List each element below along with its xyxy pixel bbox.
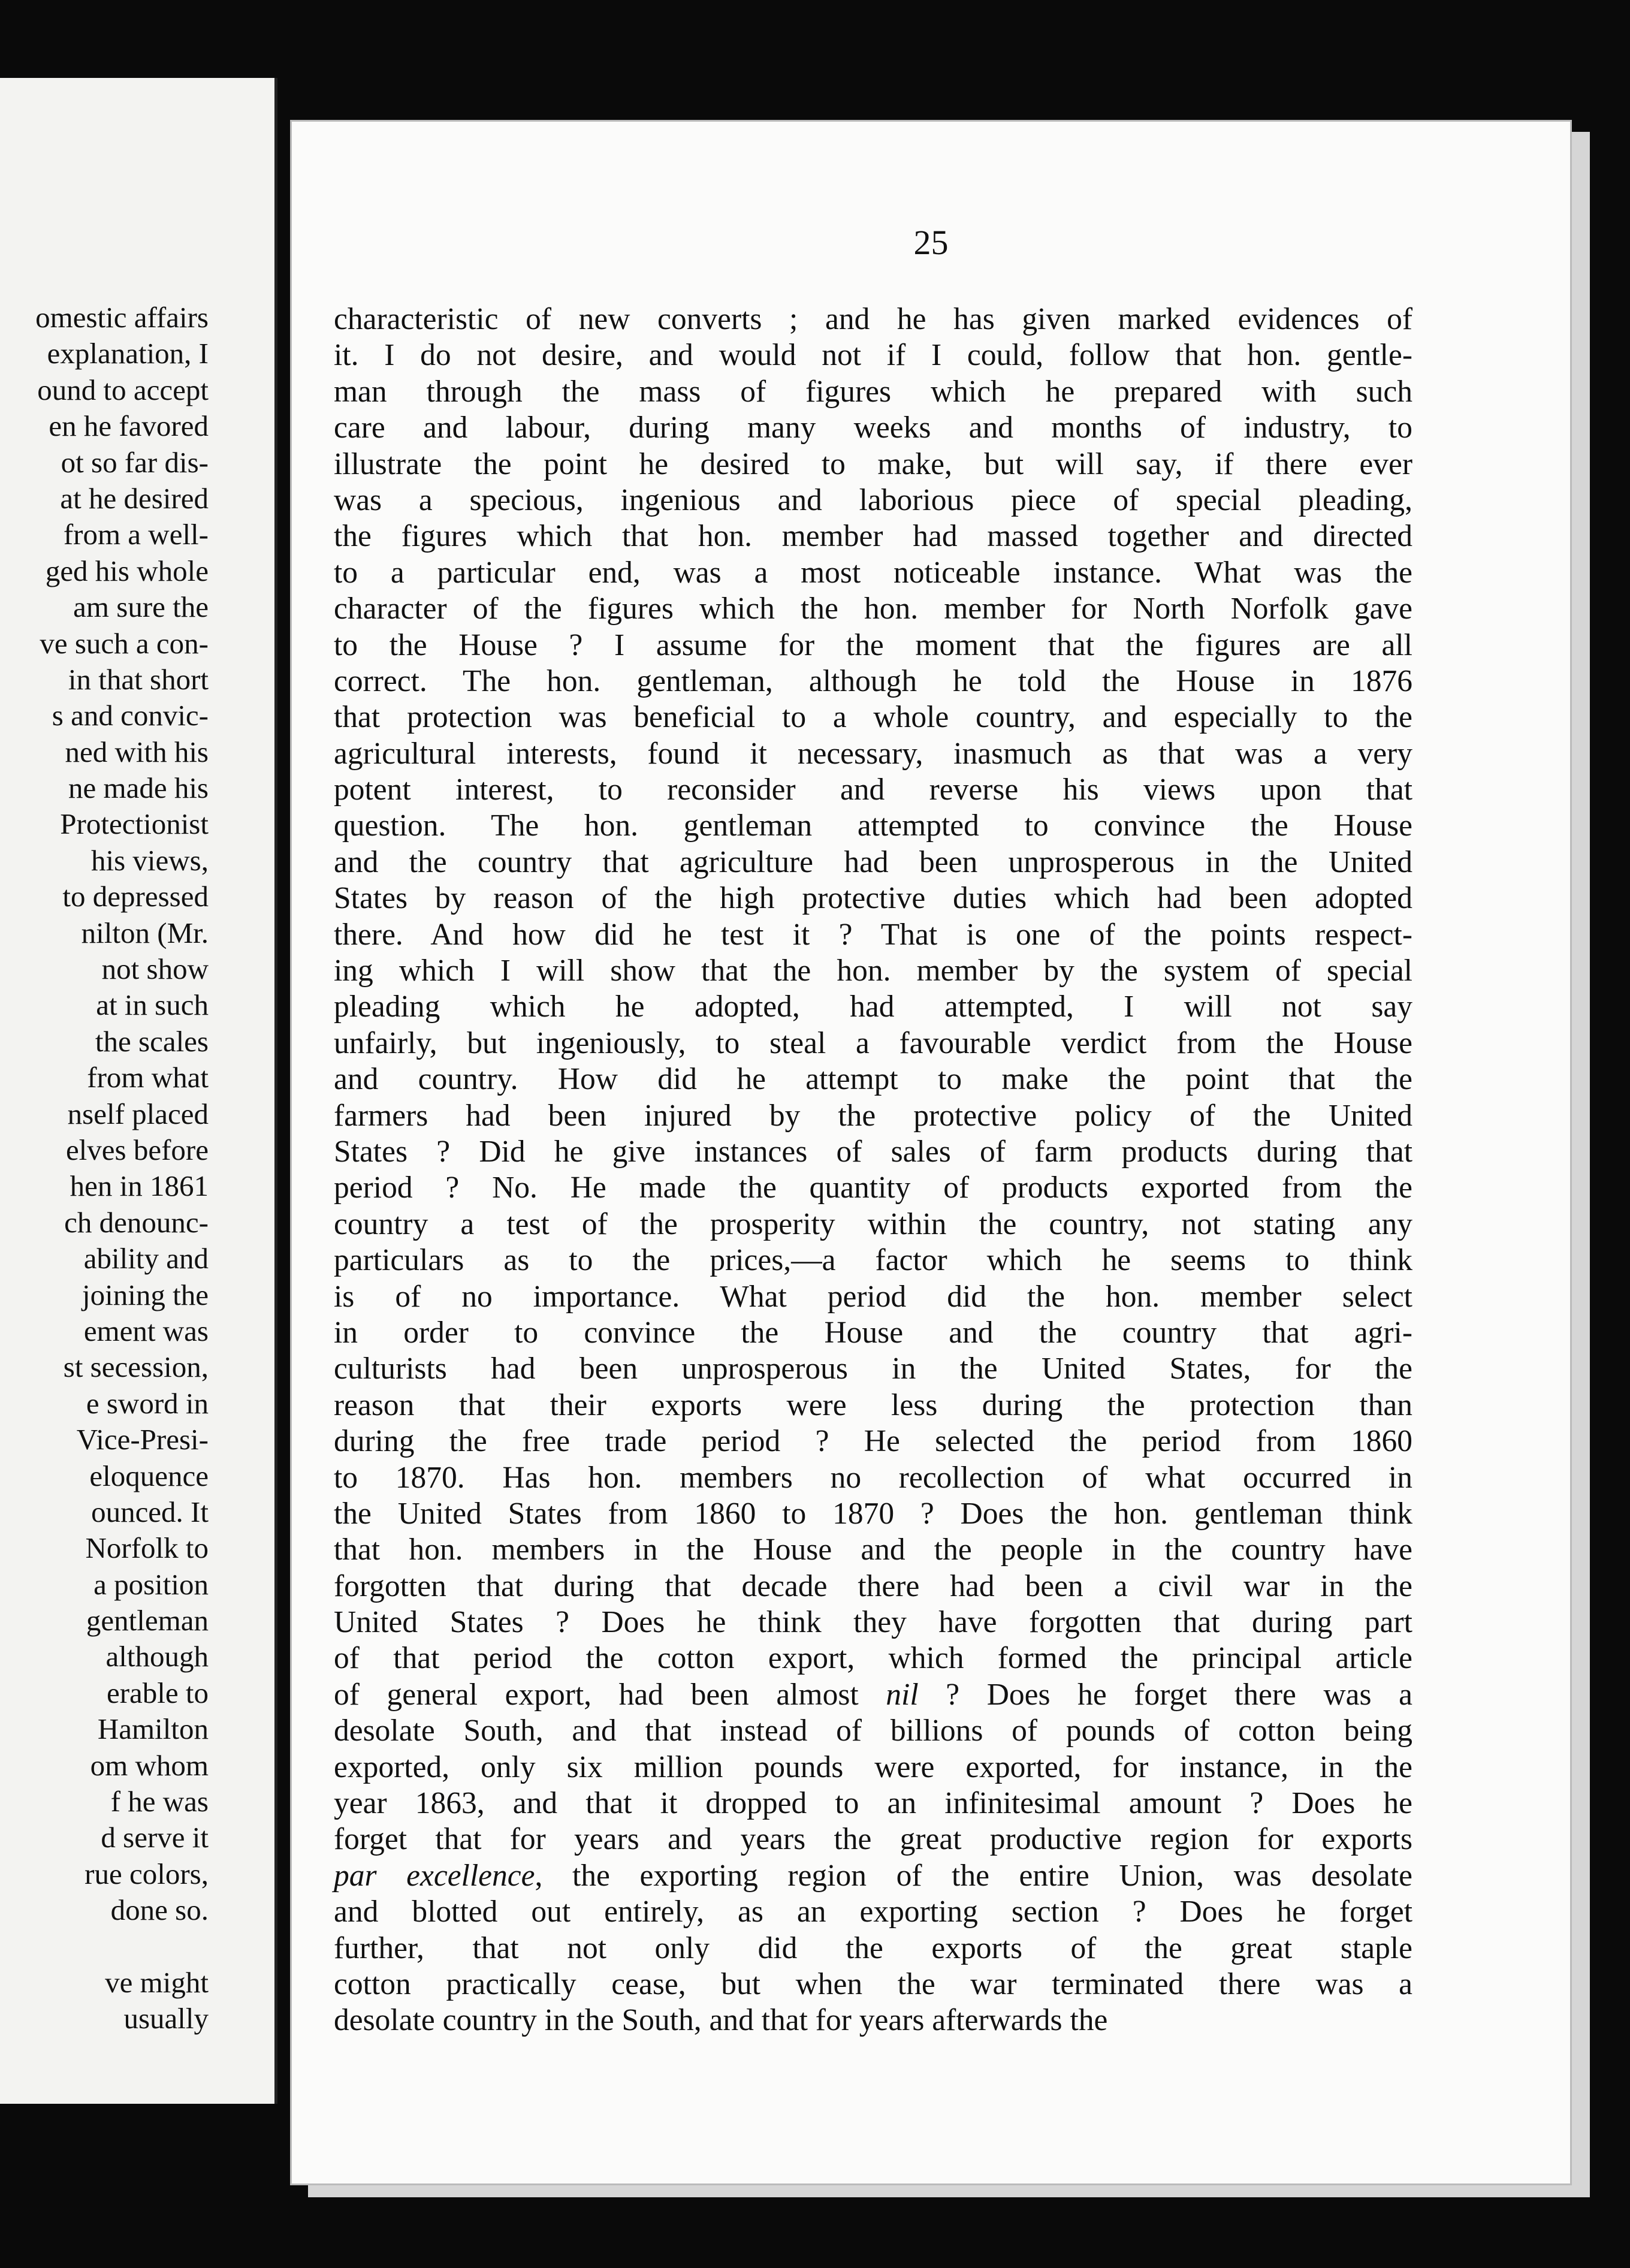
left-line: en he favored [49,409,209,443]
left-line: not show [101,952,209,986]
left-page [0,78,277,2104]
left-page-text [0,300,209,2037]
text-line: there. And how did he test it ? That is one of the points respect- [334,917,1412,952]
text-line: was a specious, ingenious and laborious piece of special pleading, [334,482,1412,517]
left-line: at in such [96,988,209,1022]
text-line: period ? No. He made the quantity of products exported from the [334,1171,1412,1205]
text-line: is of no importance. What period did the hon. member select [334,1279,1412,1314]
text-line: culturists had been unprosperous in the United States, for the [334,1352,1412,1386]
left-line: eloquence [89,1459,209,1492]
left-line: e sword in [86,1386,209,1420]
left-line-gap [0,1929,209,1965]
text-line: in order to convince the House and the country that agri- [334,1315,1412,1350]
left-line: d serve it [101,1821,209,1854]
text-line: States by reason of the high protective duties which had been adopted [334,881,1412,916]
left-line: ned with his [65,735,209,768]
text-line: question. The hon. gentleman attempted to convince the House [334,809,1412,843]
text-line: characteristic of new converts ; and he has given marked evidences of [334,302,1412,336]
text-line: par excellence, the exporting region of the entire Union, was desolate [334,1858,1412,1893]
left-line: Protectionist [60,807,209,841]
left-line: from what [87,1061,209,1094]
left-line: joining the [82,1278,209,1311]
left-line: nself placed [67,1097,209,1130]
left-line: done so. [110,1893,209,1927]
left-line: his views, [91,843,209,877]
left-line: although [105,1640,209,1673]
text-line: year 1863, and that it dropped to an infinitesimal amount ? Does he [334,1786,1412,1821]
left-line: s and convic- [52,699,209,732]
text-line: during the free trade period ? He selected the period from 1860 [334,1424,1412,1459]
text-line: forgotten that during that decade there had been a civil war in the [334,1569,1412,1603]
left-line: ounced. It [91,1495,209,1528]
left-line: hen in 1861 [70,1169,209,1203]
left-line: the scales [95,1024,209,1058]
text-line: correct. The hon. gentleman, although he told the House in 1876 [334,663,1412,698]
text-line: potent interest, to reconsider and reverse his views upon that [334,773,1412,807]
text-line: unfairly, but ingeniously, to steal a favourable verdict from the House [334,1026,1412,1060]
left-line: usually [123,2002,209,2035]
text-line: it. I do not desire, and would not if I could, follow that hon. gentle- [334,338,1412,373]
left-line: erable to [106,1676,209,1709]
left-line: ve such a con- [40,626,209,660]
right-page [290,120,1572,2185]
left-line: a position [93,1567,209,1601]
text-line: to the House ? I assume for the moment that the figures are all [334,628,1412,662]
left-line: elves before [65,1133,209,1166]
text-line: cotton practically cease, but when the war terminated there was a [334,1967,1412,2001]
left-line: ged his whole [45,554,209,587]
text-line: man through the mass of figures which he prepared with such [334,374,1412,409]
text-line: United States ? Does he think they have forgotten that during part [334,1605,1412,1640]
text-line: care and labour, during many weeks and months of industry, to [334,411,1412,445]
left-line: ement was [83,1314,209,1347]
left-line: nilton (Mr. [81,916,209,949]
left-line: in that short [68,662,209,696]
text-line: that hon. members in the House and the people in the country have [334,1533,1412,1567]
text-line: exported, only six million pounds were exported, for instance, in the [334,1750,1412,1784]
text-line: desolate country in the South, and that for years afterwards the [334,2003,1108,2038]
left-line: Hamilton [97,1712,209,1746]
text-line: forget that for years and years the great productive region for exports [334,1822,1412,1857]
text-line: particulars as to the prices,—a factor which he seems to think [334,1243,1412,1278]
text-line: farmers had been injured by the protective policy of the United [334,1098,1412,1133]
text-line: country a test of the prosperity within the country, not stating any [334,1207,1412,1241]
left-line: ch denounc- [64,1205,209,1239]
text-line: of general export, had been almost nil ? Does he forget there was a [334,1677,1412,1712]
left-line: Vice-Presi- [76,1423,209,1456]
left-line: ot so far dis- [61,445,209,479]
body-text [334,301,1412,2039]
text-line: to 1870. Has hon. members no recollection of what occurred in [334,1460,1412,1495]
left-line: ability and [83,1242,209,1275]
text-line: ing which I will show that the hon. member by the system of special [334,954,1412,988]
text-line: and country. How did he attempt to make the point that the [334,1062,1412,1097]
left-line: rue colors, [84,1857,209,1890]
text-line: pleading which he adopted, had attempted, I will not say [334,990,1412,1024]
left-line: ound to accept [37,373,209,406]
left-line: am sure the [73,590,209,624]
left-line: f he was [110,1785,209,1818]
text-line: and blotted out entirely, as an exporting section ? Does he forget [334,1895,1412,1929]
text-line: the United States from 1860 to 1870 ? Does the hon. gentleman think [334,1496,1412,1531]
text-line: desolate South, and that instead of billions of pounds of cotton being [334,1714,1412,1748]
text-line: States ? Did he give instances of sales of farm products during that [334,1134,1412,1169]
left-line: at he desired [60,481,209,515]
left-line: from a well- [63,518,209,551]
left-line: explanation, I [47,337,209,370]
left-line: st secession, [63,1350,209,1384]
text-line: and the country that agriculture had been unprosperous in the United [334,845,1412,879]
text-line: to a particular end, was a most noticeable instance. What was the [334,555,1412,590]
page-number: 25 [913,223,949,262]
text-line: agricultural interests, found it necessary, inasmuch as that was a very [334,736,1412,771]
text-line: of that period the cotton export, which formed the principal article [334,1641,1412,1676]
text-line: the figures which that hon. member had massed together and directed [334,519,1412,554]
left-line: to depressed [62,880,209,913]
text-line: illustrate the point he desired to make, but will say, if there ever [334,447,1412,481]
text-line: further, that not only did the exports of the great staple [334,1931,1412,1965]
left-line: ne made his [68,771,209,805]
left-line: ve might [105,1965,209,1999]
left-line: Norfolk to [85,1531,209,1565]
text-line: character of the figures which the hon. member for North Norfolk gave [334,592,1412,626]
left-line: gentleman [86,1604,209,1637]
text-line: that protection was beneficial to a whole country, and especially to the [334,700,1412,735]
left-line: omestic affairs [35,301,209,334]
left-line: om whom [90,1748,209,1782]
text-line: reason that their exports were less during the protection than [334,1388,1412,1422]
